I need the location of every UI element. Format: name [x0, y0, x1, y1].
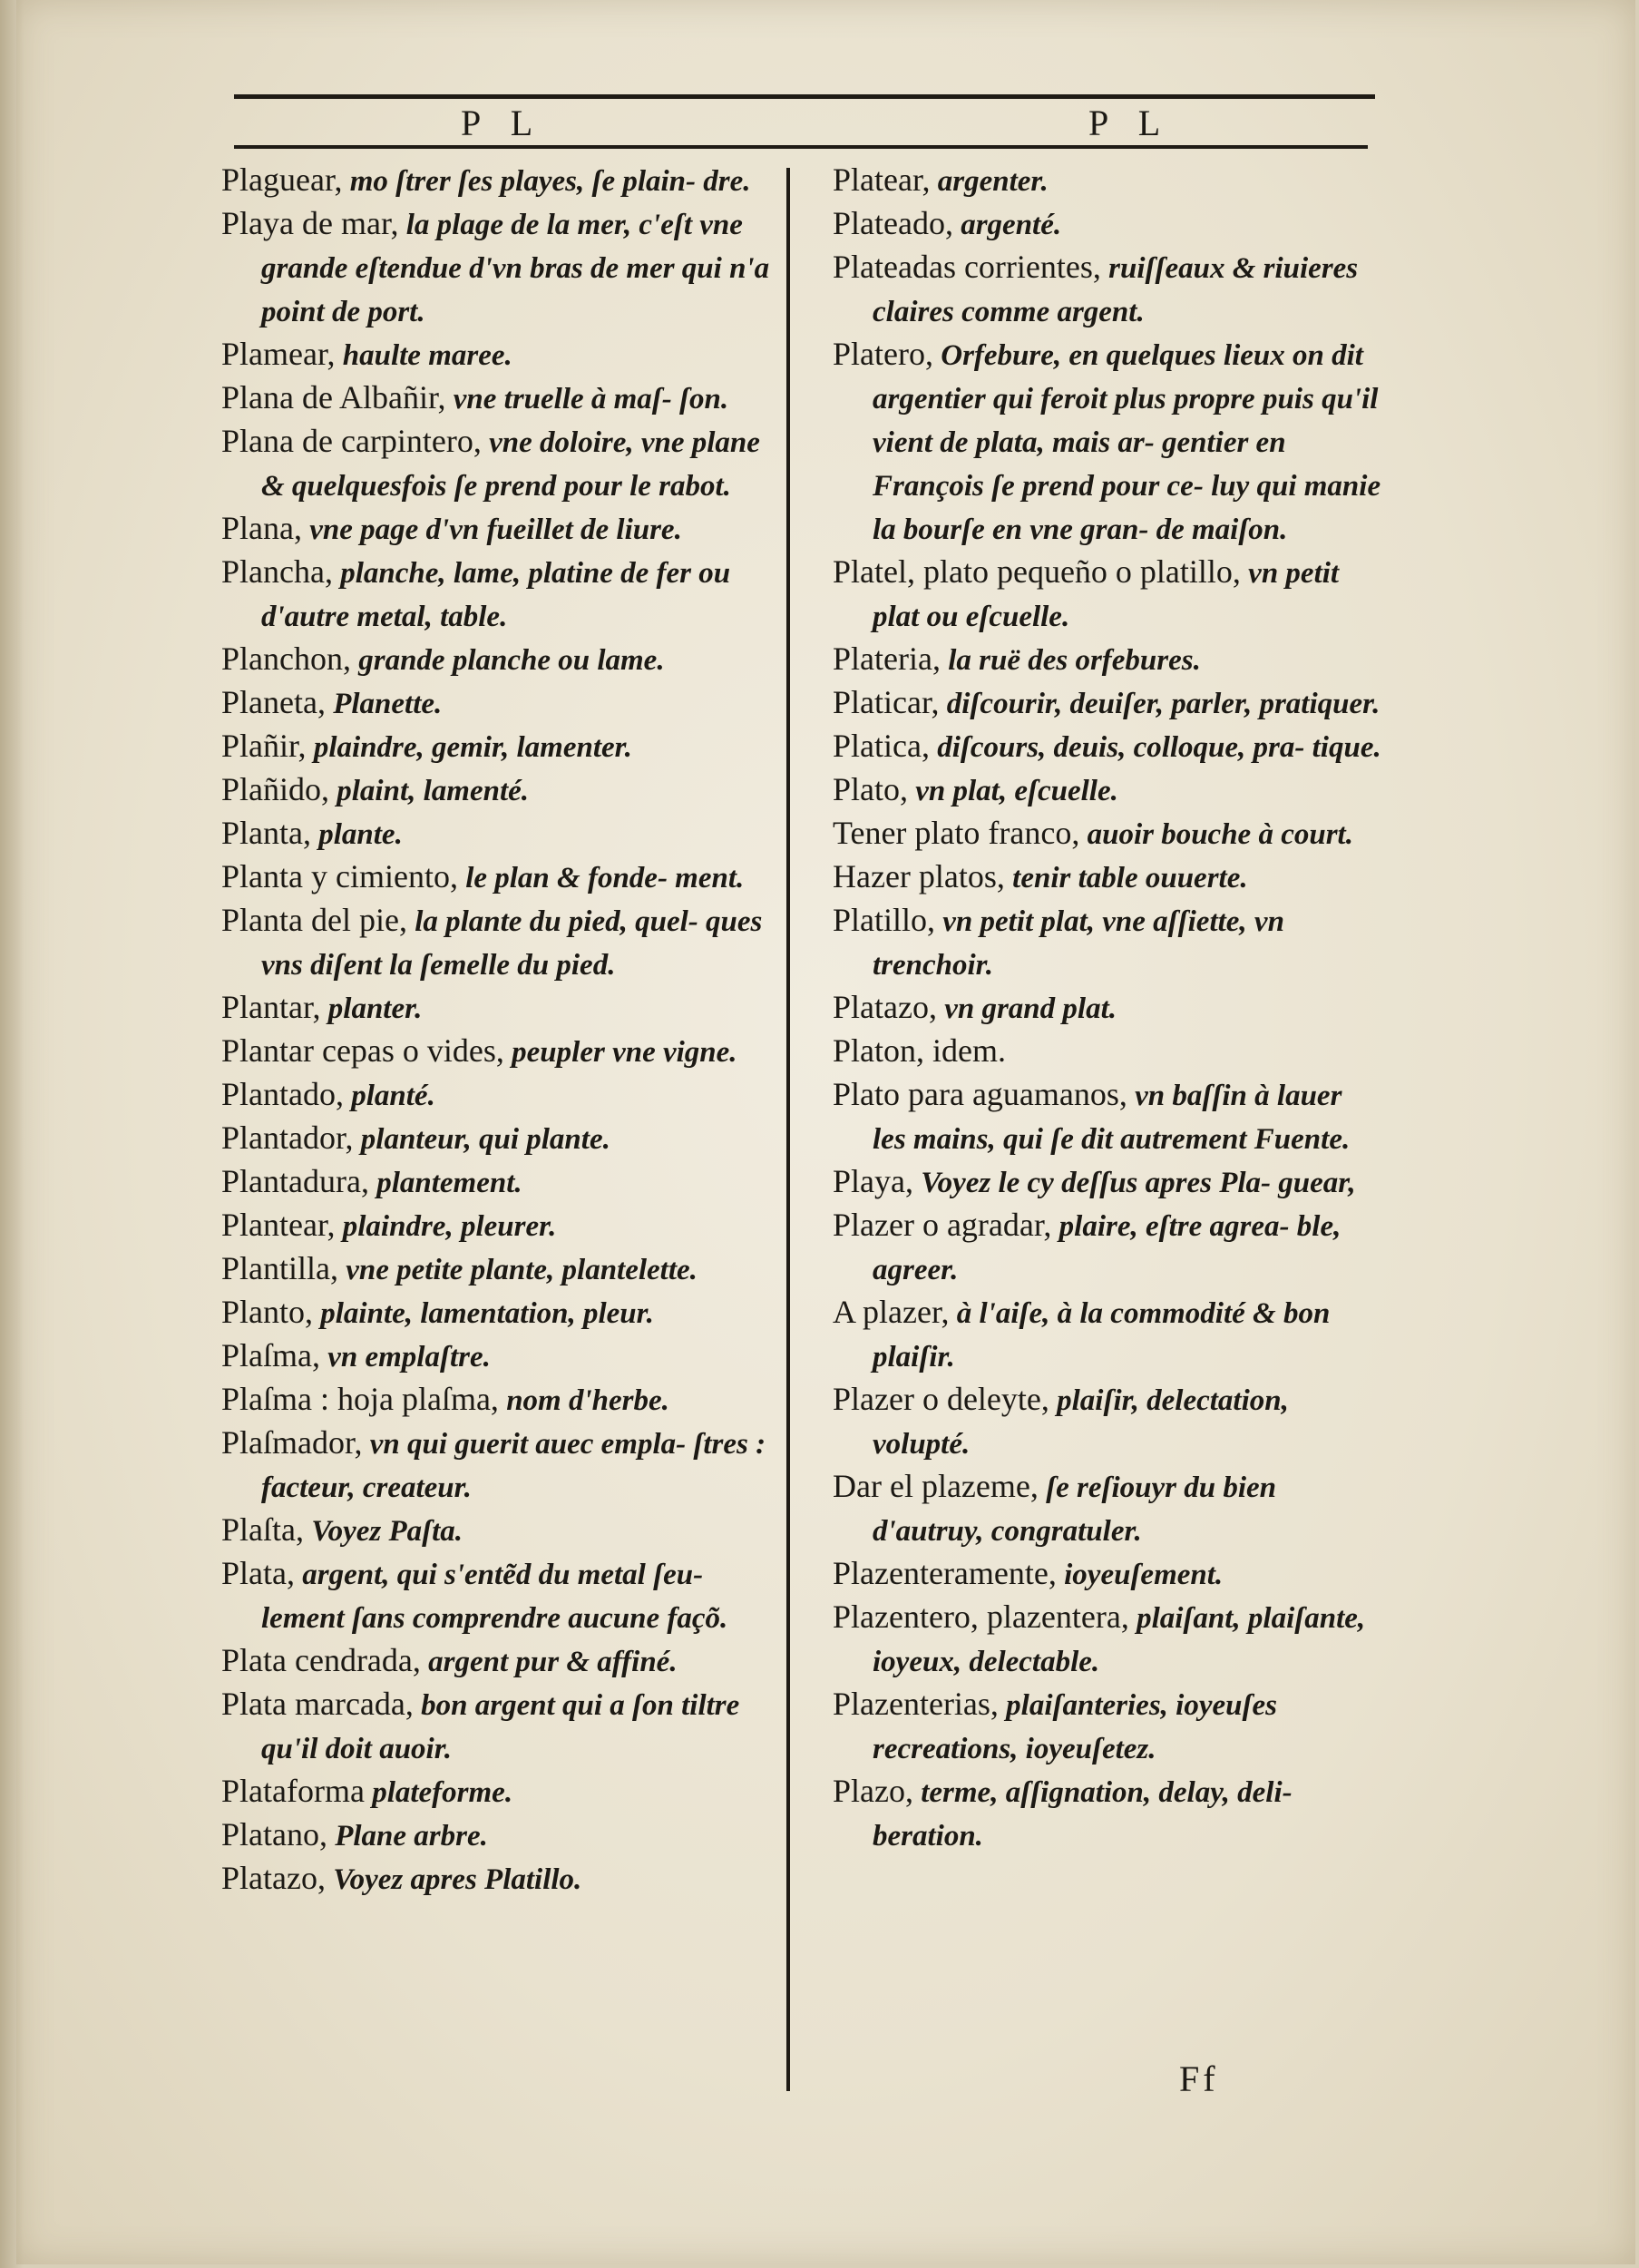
dictionary-entry: [833, 681, 1381, 725]
dictionary-entry: [833, 1160, 1381, 1204]
definition: bon argent qui a ſon tiltre qu'il doit auoir.: [261, 1689, 740, 1765]
headword: Plaſmador,: [221, 1424, 363, 1461]
dictionary-entry: [833, 333, 1381, 551]
headword: Plañir,: [221, 728, 307, 764]
dictionary-entry: [221, 1073, 775, 1117]
definition: argenter.: [930, 165, 1049, 198]
headword: Plaſma : hoja plaſma,: [221, 1381, 499, 1417]
dictionary-entry: [221, 1160, 775, 1204]
dictionary-entry: [221, 1247, 775, 1291]
definition: à l'aiſe, à la commodité & bon plaiſir.: [873, 1297, 1331, 1374]
definition: plaint, lamenté.: [329, 775, 530, 807]
headword: Platero,: [833, 336, 933, 372]
definition: nom d'herbe.: [498, 1384, 669, 1417]
headword: Planto,: [221, 1294, 314, 1330]
definition: diſcours, deuis, colloque, pra- tique.: [929, 731, 1381, 764]
headword: Plaſta,: [221, 1511, 304, 1548]
headword: Platear,: [833, 161, 931, 198]
headword: Plazenterias,: [833, 1686, 999, 1722]
dictionary-entry: [833, 202, 1381, 246]
headword: Platillo,: [833, 902, 936, 938]
definition: terme, aſſignation, delay, deli- beration.: [873, 1776, 1293, 1853]
definition: plantement.: [368, 1167, 522, 1199]
dictionary-entry: [833, 1683, 1381, 1770]
headword: Plaſma,: [221, 1337, 320, 1374]
dictionary-entry: [833, 1291, 1381, 1378]
definition: plante.: [310, 818, 403, 851]
headword: Planta,: [221, 815, 311, 851]
headword: Plazo,: [833, 1773, 913, 1809]
definition: vne petite plante, plantelette.: [338, 1254, 698, 1286]
dictionary-entry: [221, 333, 775, 376]
headword: Planta del pie,: [221, 902, 407, 938]
headword: Platazo,: [833, 989, 937, 1025]
headword: Platicar,: [833, 684, 940, 720]
headword: Playa,: [833, 1163, 913, 1199]
definition: plainte, lamentation, pleur.: [313, 1297, 654, 1330]
definition: Voyez Paſta.: [303, 1515, 463, 1548]
headword: Plantilla,: [221, 1250, 338, 1286]
definition: peupler vne vigne.: [503, 1036, 737, 1069]
dictionary-entry: [833, 1596, 1381, 1683]
headword: Plazer o deleyte,: [833, 1381, 1049, 1417]
dictionary-entry: [833, 1204, 1381, 1291]
definition: la ruë des orfebures.: [940, 644, 1201, 677]
definition: mo ſtrer ſes playes, ſe plain- dre.: [342, 165, 751, 198]
headword: Plata,: [221, 1555, 295, 1591]
column-divider: [786, 168, 790, 2091]
definition: planche, lame, platine de fer ou d'autre metal, table.: [261, 557, 731, 633]
definition: argenté.: [952, 209, 1062, 241]
definition: auoir bouche à court.: [1079, 818, 1353, 851]
headword: Plantado,: [221, 1076, 344, 1112]
definition: vne doloire, vne plane & quelquesfois ſe prend pour le rabot.: [261, 426, 760, 503]
definition: planter.: [320, 992, 423, 1025]
dictionary-entry: [221, 1204, 775, 1247]
definition: plaindre, pleurer.: [335, 1210, 557, 1243]
headword: Plantear,: [221, 1207, 336, 1243]
headword: Plata marcada,: [221, 1686, 414, 1722]
dictionary-entry: [833, 1770, 1381, 1857]
headword: Platano,: [221, 1816, 327, 1853]
definition: plaire, eſtre agrea- ble, agreer.: [873, 1210, 1341, 1286]
dictionary-entry: [833, 1073, 1381, 1160]
definition: Voyez le cy deſſus apres Pla- guear,: [912, 1167, 1356, 1199]
headword: Platica,: [833, 728, 930, 764]
headword: Plaguear,: [221, 161, 343, 198]
headword: Plata cendrada,: [221, 1642, 421, 1678]
headword: Plana de Albañir,: [221, 379, 446, 415]
headword: Plancha,: [221, 553, 333, 590]
definition: Orfebure, en quelques lieux on dit argentier qui feroit plus propre puis qu'il vient de plata, mais ar- gentier en François ſe prend pour ce- luy qui manie la bourſe en vne gran- de maiſon.: [873, 339, 1381, 546]
dictionary-entry: [221, 1334, 775, 1378]
header-rule: [234, 145, 1368, 149]
headword: Plazentero, plazentera,: [833, 1598, 1129, 1635]
dictionary-entry: [833, 768, 1381, 812]
dictionary-entry: [221, 1117, 775, 1160]
definition: vn qui guerit auec empla- ſtres : facteur, createur.: [261, 1428, 766, 1504]
gutter-shadow: [0, 0, 24, 2268]
headword: Plateado,: [833, 205, 953, 241]
definition: ioyeuſement.: [1056, 1559, 1224, 1591]
dictionary-entry: [833, 246, 1381, 333]
headword: Planchon,: [221, 640, 351, 677]
dictionary-entry: [221, 376, 775, 420]
dictionary-entry: [221, 1378, 775, 1422]
definition: la plage de la mer, c'eſt vne grande eſtendue d'vn bras de mer qui n'a point de port.: [261, 209, 770, 328]
headword: Plantar,: [221, 989, 321, 1025]
definition: argent, qui s'entẽd du metal ſeu- lement ſans comprendre aucune façõ.: [261, 1559, 728, 1635]
dictionary-entry: [221, 1422, 775, 1509]
dictionary-entry: [833, 725, 1381, 768]
dictionary-entry: [833, 551, 1381, 638]
dictionary-entry: [221, 1683, 775, 1770]
definition: Plane arbre.: [327, 1820, 488, 1853]
definition: haulte maree.: [335, 339, 512, 372]
dictionary-entry: [221, 1813, 775, 1857]
dictionary-entry: [221, 1857, 775, 1901]
definition: vn petit plat ou eſcuelle.: [873, 557, 1340, 633]
definition: vn baſſin à lauer les mains, qui ſe dit autrement Fuente.: [873, 1080, 1351, 1156]
dictionary-entry: [221, 638, 775, 681]
dictionary-entry: [221, 899, 775, 986]
headword: Plazenteramente,: [833, 1555, 1057, 1591]
headword: Playa de mar,: [221, 205, 399, 241]
dictionary-entry: [221, 681, 775, 725]
dictionary-entry: [833, 899, 1381, 986]
headword: Platon, idem.: [833, 1032, 1006, 1069]
dictionary-entry: [221, 1030, 775, 1073]
dictionary-entry: [221, 855, 775, 899]
headword: Plantador,: [221, 1119, 354, 1156]
dictionary-entry: [221, 725, 775, 768]
dictionary-entry: [221, 420, 775, 507]
headword: Plañido,: [221, 771, 330, 807]
dictionary-entry: [833, 986, 1381, 1030]
headword: Plantadura,: [221, 1163, 369, 1199]
dictionary-entry: [833, 812, 1381, 855]
headword: Plana,: [221, 510, 302, 546]
definition: Voyez apres Platillo.: [325, 1863, 582, 1896]
dictionary-entry: [833, 638, 1381, 681]
headword: Planta y cimiento,: [221, 858, 458, 894]
definition: plaiſant, plaiſante, ioyeux, delectable.: [873, 1602, 1366, 1678]
right-column: [833, 159, 1381, 1857]
dictionary-entry: [221, 507, 775, 551]
definition: la plante du pied, quel- ques vns diſent la ſemelle du pied.: [261, 905, 763, 982]
headword: Plazer o agradar,: [833, 1207, 1052, 1243]
definition: vne truelle à maſ- ſon.: [445, 383, 729, 415]
definition: ruiſſeaux & riuieres claires comme argent.: [873, 252, 1359, 328]
headword: Hazer platos,: [833, 858, 1005, 894]
headword: Dar el plazeme,: [833, 1468, 1039, 1504]
running-head-left: P L: [461, 103, 544, 143]
dictionary-entry: [221, 986, 775, 1030]
headword: Planeta,: [221, 684, 326, 720]
catchword: Ff: [1179, 2058, 1219, 2099]
definition: plaiſanteries, ioyeuſes recreations, ioyeuſetez.: [873, 1689, 1277, 1765]
definition: planté.: [343, 1080, 435, 1112]
dictionary-entry: [221, 202, 775, 333]
headword: Plateria,: [833, 640, 941, 677]
dictionary-entry: [833, 855, 1381, 899]
dictionary-entry: [221, 1639, 775, 1683]
definition: diſcourir, deuiſer, parler, pratiquer.: [939, 688, 1380, 720]
headword: Plataforma: [221, 1773, 365, 1809]
dictionary-entry: [221, 1509, 775, 1552]
definition: ſe reſiouyr du bien d'autruy, congratuler.: [873, 1471, 1277, 1548]
definition: plaiſir, delectation, volupté.: [873, 1384, 1289, 1461]
definition: tenir table ouuerte.: [1004, 862, 1248, 894]
dictionary-entry: [833, 1030, 1381, 1073]
dictionary-entry: [221, 551, 775, 638]
definition: vn emplaſtre.: [319, 1341, 491, 1374]
headword: Plateadas corrientes,: [833, 249, 1101, 285]
dictionary-entry: [221, 1291, 775, 1334]
dictionary-entry: [833, 159, 1381, 202]
dictionary-entry: [221, 768, 775, 812]
definition: vn plat, eſcuelle.: [908, 775, 1118, 807]
dictionary-entry: [221, 1552, 775, 1639]
definition: vn grand plat.: [936, 992, 1117, 1025]
definition: le plan & fonde- ment.: [457, 862, 745, 894]
headword: Plamear,: [221, 336, 336, 372]
dictionary-entry: [833, 1552, 1381, 1596]
headword: Platel, plato pequeño o platillo,: [833, 553, 1241, 590]
definition: argent pur & affiné.: [420, 1646, 678, 1678]
dictionary-entry: [221, 1770, 775, 1813]
definition: planteur, qui plante.: [353, 1123, 610, 1156]
headword: A plazer,: [833, 1294, 950, 1330]
definition: vne page d'vn fueillet de liure.: [301, 513, 682, 546]
definition: vn petit plat, vne aſſiette, vn trenchoir.: [873, 905, 1284, 982]
running-head-right: P L: [1088, 103, 1172, 143]
headword: Plana de carpintero,: [221, 423, 482, 459]
left-column: [221, 159, 775, 1901]
dictionary-entry: [833, 1378, 1381, 1465]
dictionary-entry: [221, 812, 775, 855]
definition: grande planche ou lame.: [350, 644, 665, 677]
definition: plateforme.: [364, 1776, 513, 1809]
definition: plaindre, gemir, lamenter.: [306, 731, 632, 764]
headword: Platazo,: [221, 1860, 326, 1896]
dictionary-entry: [221, 159, 775, 202]
headword: Plantar cepas o vides,: [221, 1032, 504, 1069]
headword: Plato para aguamanos,: [833, 1076, 1127, 1112]
headword: Tener plato franco,: [833, 815, 1080, 851]
dictionary-entry: [833, 1465, 1381, 1552]
top-rule: [234, 94, 1375, 99]
headword: Plato,: [833, 771, 909, 807]
definition: Planette.: [325, 688, 443, 720]
